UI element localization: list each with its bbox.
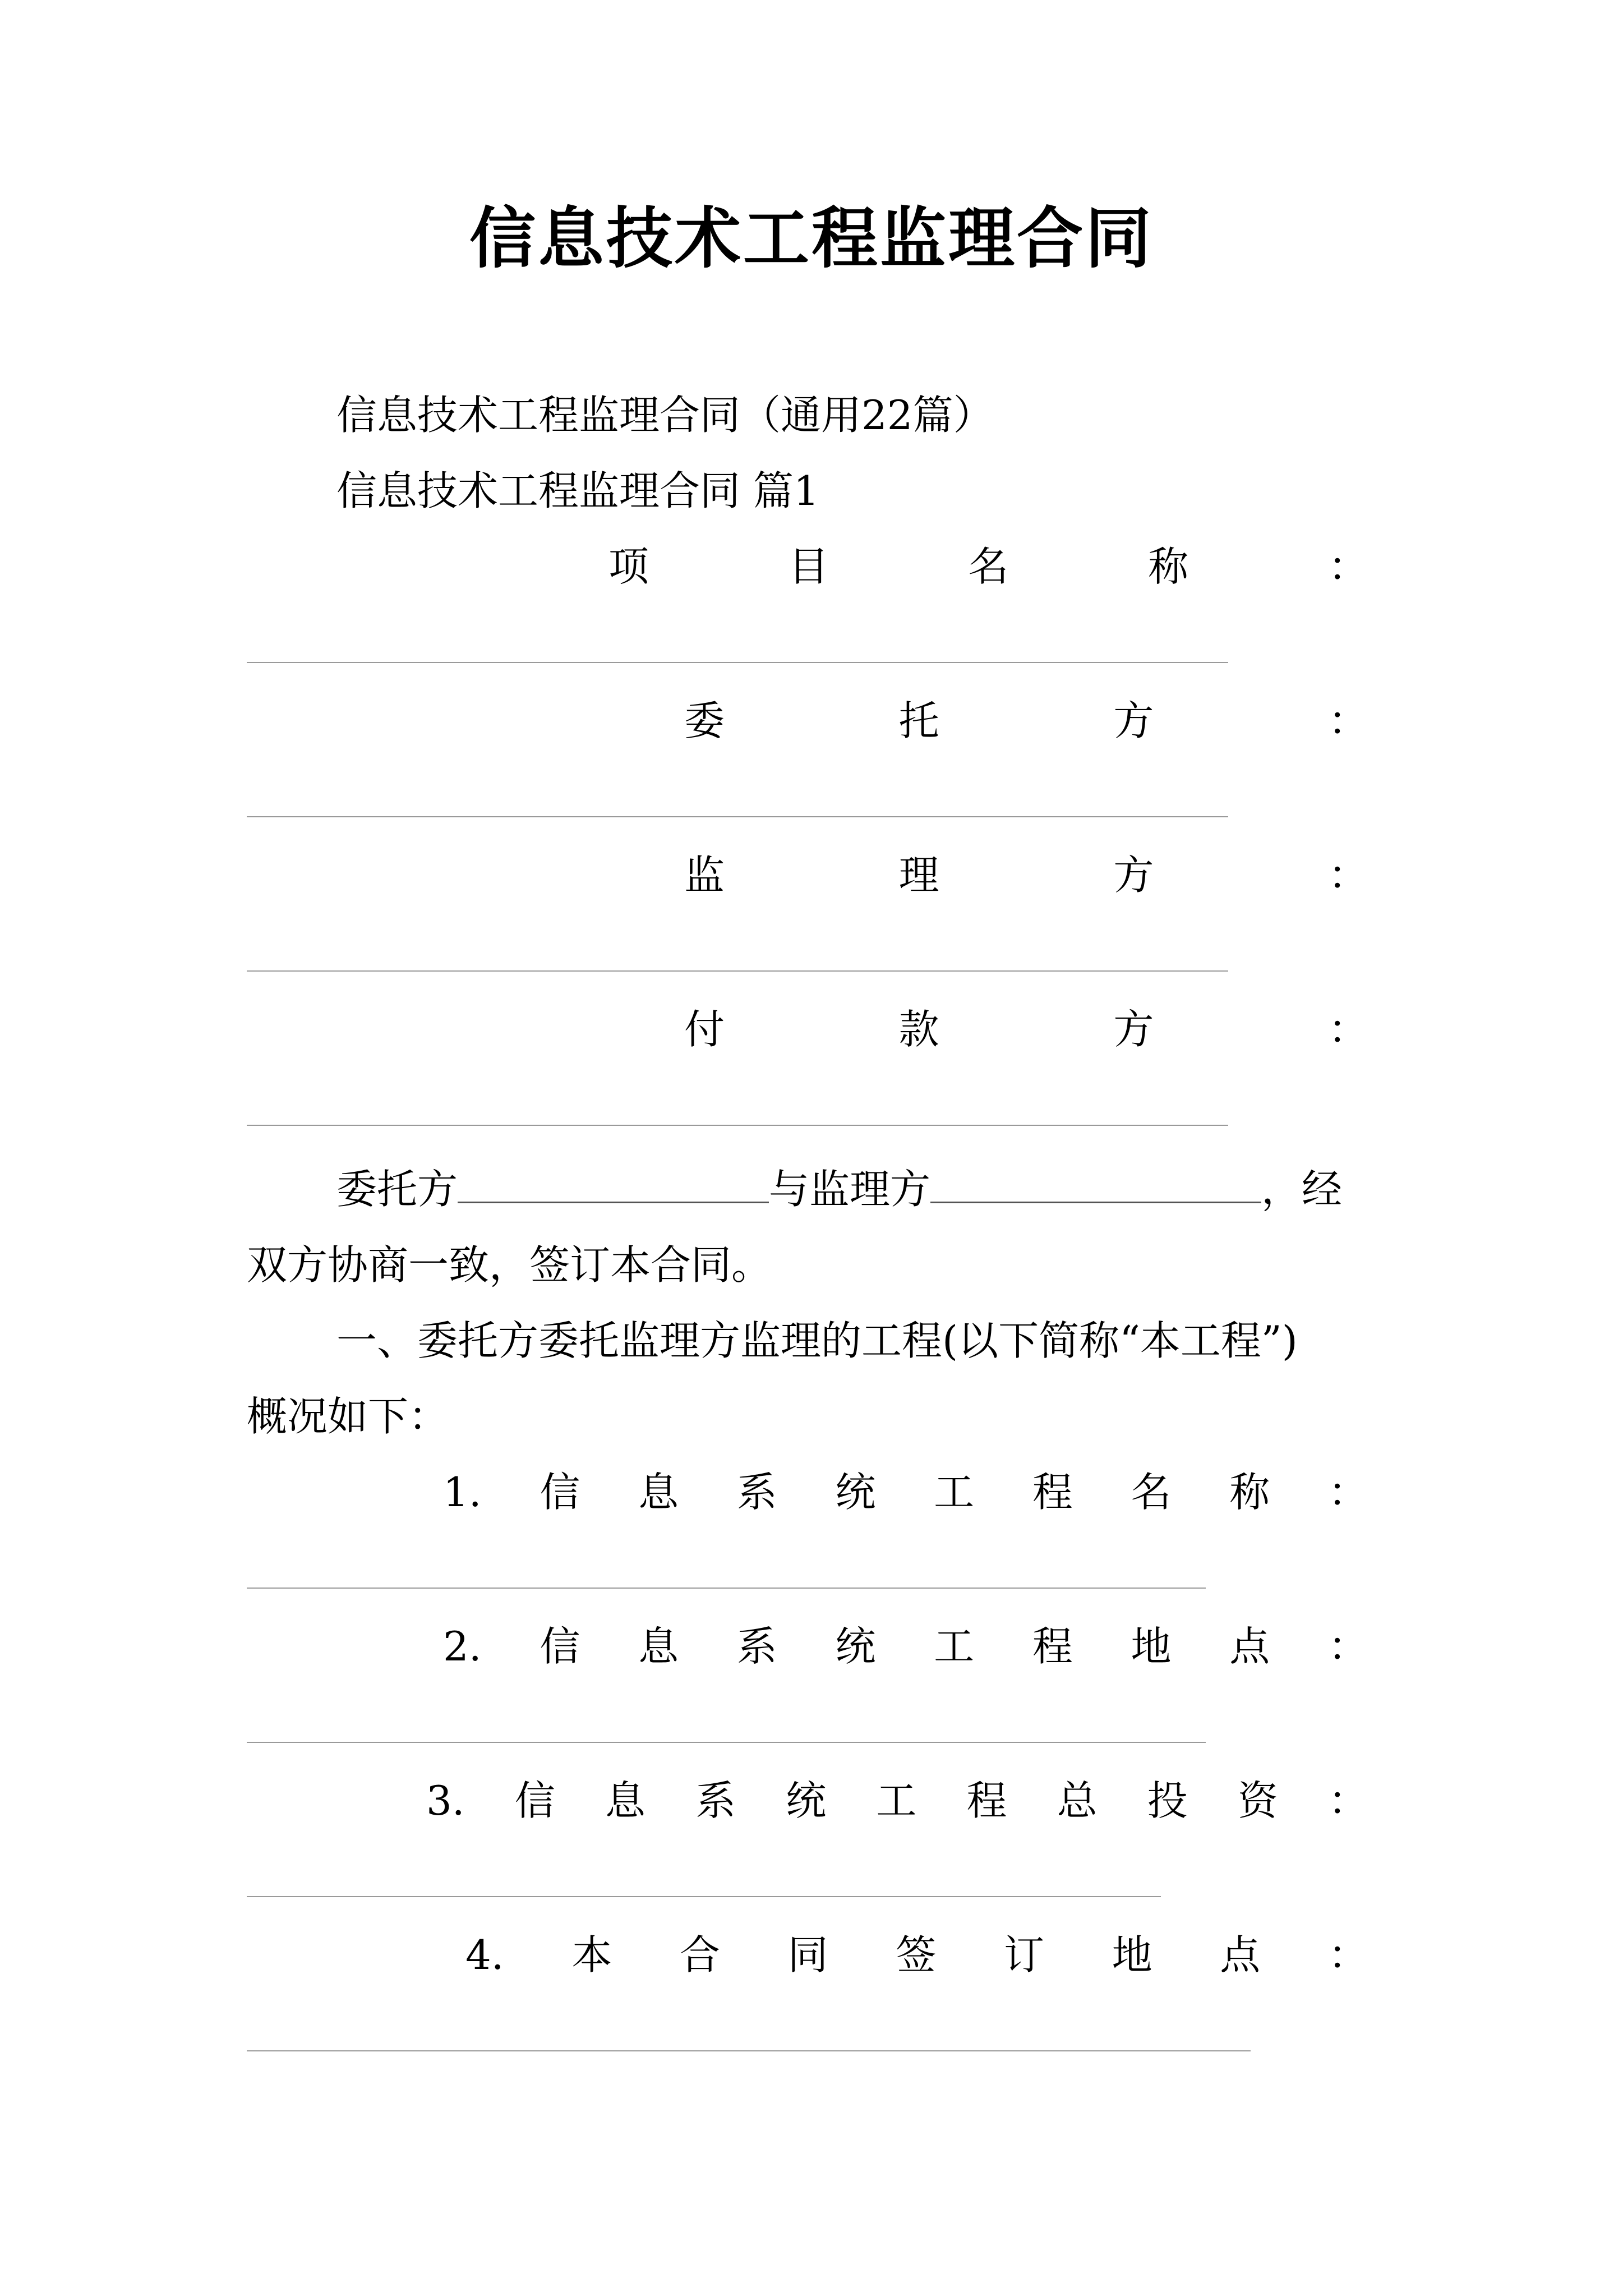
item-char: 息	[638, 1623, 679, 1670]
item-char: 程	[1032, 1469, 1073, 1516]
item-char: 程	[966, 1777, 1007, 1824]
field-char: 理	[898, 852, 939, 899]
field-char: 托	[898, 697, 939, 744]
agreement-line-2: 双方协商一致，签订本合同。	[247, 1241, 772, 1289]
clause-1-line-1: 一、委托方委托监理方监理的工程(以下简称“本工程”)	[336, 1317, 1298, 1364]
item-char: 系	[736, 1623, 777, 1670]
fill-in-line-total-investment	[247, 1896, 1161, 1897]
document-subtitle: 信息技术工程监理合同（通用22篇）	[336, 392, 994, 439]
clause-1-line-2: 概况如下：	[247, 1393, 449, 1440]
field-char: 名	[968, 543, 1009, 590]
item-char: 地	[1131, 1623, 1172, 1670]
field-char: 项	[608, 543, 649, 590]
field-colon: ：	[1327, 543, 1368, 590]
field-char: 方	[1113, 697, 1154, 744]
section-heading: 信息技术工程监理合同 篇1	[336, 467, 819, 514]
field-supervisor	[684, 847, 1368, 903]
field-char: 方	[1113, 1006, 1154, 1053]
item-char: 工	[876, 1777, 917, 1824]
fill-in-line-signing-location	[247, 2050, 1251, 2051]
item-char: 同	[787, 1931, 828, 1978]
item-char: 名	[1131, 1469, 1172, 1516]
item-colon: ：	[1327, 1777, 1368, 1824]
agreement-line-1	[336, 1161, 1342, 1217]
item-colon: ：	[1327, 1469, 1368, 1516]
field-colon: ：	[1327, 1006, 1368, 1053]
item-4-signing-location	[465, 1927, 1368, 1983]
item-char: 投	[1147, 1777, 1188, 1824]
item-char: 称	[1229, 1469, 1270, 1516]
fill-in-line-client	[247, 816, 1228, 817]
item-char: 点	[1220, 1931, 1261, 1978]
field-char: 目	[788, 543, 829, 590]
agreement-text: ，经	[1261, 1166, 1343, 1213]
item-char: 统	[835, 1623, 876, 1670]
item-char: 工	[934, 1469, 975, 1516]
item-char: 签	[896, 1931, 937, 1978]
item-char: 工	[934, 1623, 975, 1670]
item-char: 资	[1237, 1777, 1278, 1824]
field-char: 方	[1113, 852, 1154, 899]
item-char: 息	[638, 1469, 679, 1516]
agreement-text: 与监理方	[769, 1166, 931, 1213]
field-payer	[684, 1001, 1368, 1057]
item-number: 1.	[443, 1469, 482, 1516]
field-char: 称	[1148, 543, 1189, 590]
field-char: 监	[684, 852, 725, 899]
item-char: 总	[1057, 1777, 1098, 1824]
item-number: 4.	[465, 1931, 504, 1978]
item-1-system-name	[443, 1464, 1368, 1520]
item-char: 信	[540, 1623, 580, 1670]
document-title: 信息技术工程监理合同	[469, 199, 1154, 277]
field-client	[684, 693, 1368, 749]
field-colon: ：	[1327, 697, 1368, 744]
field-char: 付	[684, 1006, 725, 1053]
item-char: 点	[1229, 1623, 1270, 1670]
item-char: 系	[695, 1777, 736, 1824]
item-colon: ：	[1327, 1623, 1368, 1670]
item-colon: ：	[1327, 1931, 1368, 1978]
item-char: 地	[1112, 1931, 1152, 1978]
item-char: 程	[1032, 1623, 1073, 1670]
item-number: 2.	[443, 1623, 482, 1670]
fill-in-line-payer	[247, 1125, 1228, 1126]
item-char: 统	[835, 1469, 876, 1516]
fill-in-line-system-name	[247, 1588, 1206, 1589]
item-char: 信	[514, 1777, 555, 1824]
agreement-text: 委托方	[336, 1166, 458, 1213]
field-project-name	[608, 539, 1368, 595]
field-colon: ：	[1327, 852, 1368, 899]
item-char: 本	[571, 1931, 612, 1978]
client-blank	[458, 1166, 769, 1203]
item-char: 订	[1003, 1931, 1044, 1978]
item-2-system-location	[443, 1618, 1368, 1674]
item-char: 合	[680, 1931, 721, 1978]
field-char: 委	[684, 697, 725, 744]
item-char: 系	[736, 1469, 777, 1516]
item-3-total-investment	[426, 1773, 1368, 1829]
item-char: 信	[540, 1469, 580, 1516]
fill-in-line-supervisor	[247, 970, 1228, 972]
supervisor-blank	[930, 1166, 1261, 1203]
field-char: 款	[898, 1006, 939, 1053]
item-char: 统	[786, 1777, 827, 1824]
fill-in-line-project-name	[247, 662, 1228, 663]
item-number: 3.	[426, 1777, 465, 1824]
item-char: 息	[605, 1777, 645, 1824]
fill-in-line-system-location	[247, 1742, 1206, 1743]
